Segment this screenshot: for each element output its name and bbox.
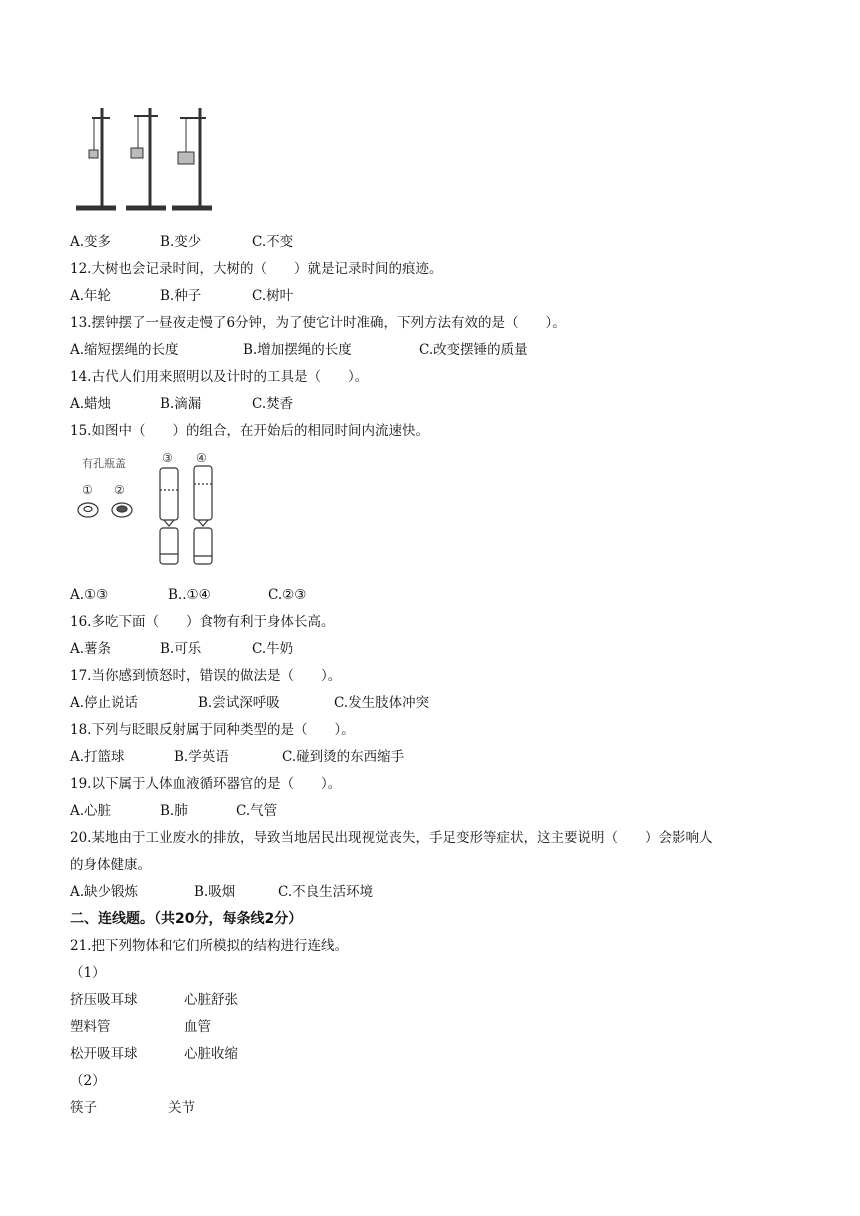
q17-options bbox=[70, 694, 429, 712]
q16-option-b[interactable]: B.可乐 bbox=[160, 641, 202, 657]
section-heading: 二、连线题。（共20分，每条线2分） bbox=[70, 911, 303, 927]
match-right-item[interactable]: 心脏收缩 bbox=[184, 1046, 238, 1062]
q20-option-b[interactable]: B.吸烟 bbox=[194, 884, 236, 900]
q17-option-c[interactable]: C.发生肢体冲突 bbox=[334, 695, 430, 711]
q20-option-c[interactable]: C.不良生活环境 bbox=[278, 884, 374, 900]
q20-stem-line2: 的身体健康。 bbox=[70, 857, 151, 873]
q21-part2-label: （2） bbox=[70, 1073, 106, 1089]
fig-label-4: ④ bbox=[196, 451, 207, 465]
q11-option-b[interactable]: B.变少 bbox=[160, 234, 202, 250]
q15-stem: 15.如图中（ ）的组合，在开始后的相同时间内流速快。 bbox=[70, 423, 429, 439]
q16-stem: 16.多吃下面（ ）食物有利于身体长高。 bbox=[70, 614, 335, 630]
bottle-figure bbox=[68, 446, 218, 570]
match-left-item[interactable]: 挤压吸耳球 bbox=[70, 992, 138, 1008]
q15-option-b[interactable]: B..①④ bbox=[168, 587, 211, 603]
match-right-item[interactable]: 血管 bbox=[184, 1019, 211, 1035]
q13-option-a[interactable]: A.缩短摆绳的长度 bbox=[70, 342, 179, 358]
q21-part1-label: （1） bbox=[70, 965, 106, 981]
q15-options bbox=[70, 586, 306, 604]
fig-label-1: ① bbox=[82, 483, 93, 497]
fig-label-2: ② bbox=[114, 483, 125, 497]
q12-option-c[interactable]: C.树叶 bbox=[252, 288, 294, 304]
q12-option-a[interactable]: A.年轮 bbox=[70, 288, 112, 304]
pendulum-figure bbox=[72, 104, 217, 216]
q11-option-a[interactable]: A.变多 bbox=[70, 234, 112, 250]
q20-options bbox=[70, 883, 373, 901]
q12-stem: 12.大树也会记录时间，大树的（ ）就是记录时间的痕迹。 bbox=[70, 261, 443, 277]
fig-caption: 有孔瓶盖 bbox=[82, 457, 126, 470]
q12-options bbox=[70, 287, 293, 305]
q13-option-c[interactable]: C.改变摆锤的质量 bbox=[419, 342, 528, 358]
q14-option-c[interactable]: C.焚香 bbox=[252, 396, 294, 412]
q20-option-a[interactable]: A.缺少锻炼 bbox=[70, 884, 139, 900]
match-left-item[interactable]: 松开吸耳球 bbox=[70, 1046, 138, 1062]
q12-option-b[interactable]: B.种子 bbox=[160, 288, 202, 304]
q18-option-b[interactable]: B.学英语 bbox=[174, 749, 229, 765]
q20-stem-line1: 20.某地由于工业废水的排放，导致当地居民出现视觉丧失，手足变形等症状，这主要说明（ ）会影响人 bbox=[70, 830, 713, 846]
q19-options bbox=[70, 802, 277, 820]
q17-option-b[interactable]: B.尝试深呼吸 bbox=[198, 695, 280, 711]
match-right-item[interactable]: 心脏舒张 bbox=[184, 992, 238, 1008]
q13-options bbox=[70, 341, 528, 359]
q19-option-c[interactable]: C.气管 bbox=[236, 803, 278, 819]
q11-option-c[interactable]: C.不变 bbox=[252, 234, 294, 250]
q17-option-a[interactable]: A.停止说话 bbox=[70, 695, 139, 711]
q21-stem: 21.把下列物体和它们所模拟的结构进行连线。 bbox=[70, 938, 348, 954]
q19-option-a[interactable]: A.心脏 bbox=[70, 803, 112, 819]
q16-option-c[interactable]: C.牛奶 bbox=[252, 641, 294, 657]
q15-option-c[interactable]: C.②③ bbox=[268, 587, 307, 603]
q19-stem: 19.以下属于人体血液循环器官的是（ ）。 bbox=[70, 776, 342, 792]
match-left-item[interactable]: 筷子 bbox=[70, 1100, 97, 1116]
match-row bbox=[70, 991, 238, 1009]
match-left-item[interactable]: 塑料管 bbox=[70, 1019, 111, 1035]
q16-options bbox=[70, 640, 293, 658]
q18-options bbox=[70, 748, 404, 766]
match-row bbox=[70, 1099, 195, 1117]
q15-option-a[interactable]: A.①③ bbox=[70, 587, 109, 603]
q19-option-b[interactable]: B.肺 bbox=[160, 803, 188, 819]
q13-option-b[interactable]: B.增加摆绳的长度 bbox=[243, 342, 352, 358]
q11-options bbox=[70, 233, 293, 251]
fig-label-3: ③ bbox=[162, 451, 173, 465]
q18-option-c[interactable]: C.碰到烫的东西缩手 bbox=[282, 749, 405, 765]
q18-option-a[interactable]: A.打篮球 bbox=[70, 749, 125, 765]
q14-stem: 14.古代人们用来照明以及计时的工具是（ ）。 bbox=[70, 369, 369, 385]
q14-option-b[interactable]: B.滴漏 bbox=[160, 396, 202, 412]
q16-option-a[interactable]: A.薯条 bbox=[70, 641, 112, 657]
q14-options bbox=[70, 395, 293, 413]
match-row bbox=[70, 1018, 211, 1036]
q18-stem: 18.下列与眨眼反射属于同种类型的是（ ）。 bbox=[70, 722, 355, 738]
q14-option-a[interactable]: A.蜡烛 bbox=[70, 396, 112, 412]
match-row bbox=[70, 1045, 238, 1063]
match-right-item[interactable]: 关节 bbox=[168, 1100, 195, 1116]
q13-stem: 13.摆钟摆了一昼夜走慢了6分钟，为了使它计时准确，下列方法有效的是（ ）。 bbox=[70, 315, 566, 331]
q17-stem: 17.当你感到愤怒时，错误的做法是（ ）。 bbox=[70, 668, 342, 684]
